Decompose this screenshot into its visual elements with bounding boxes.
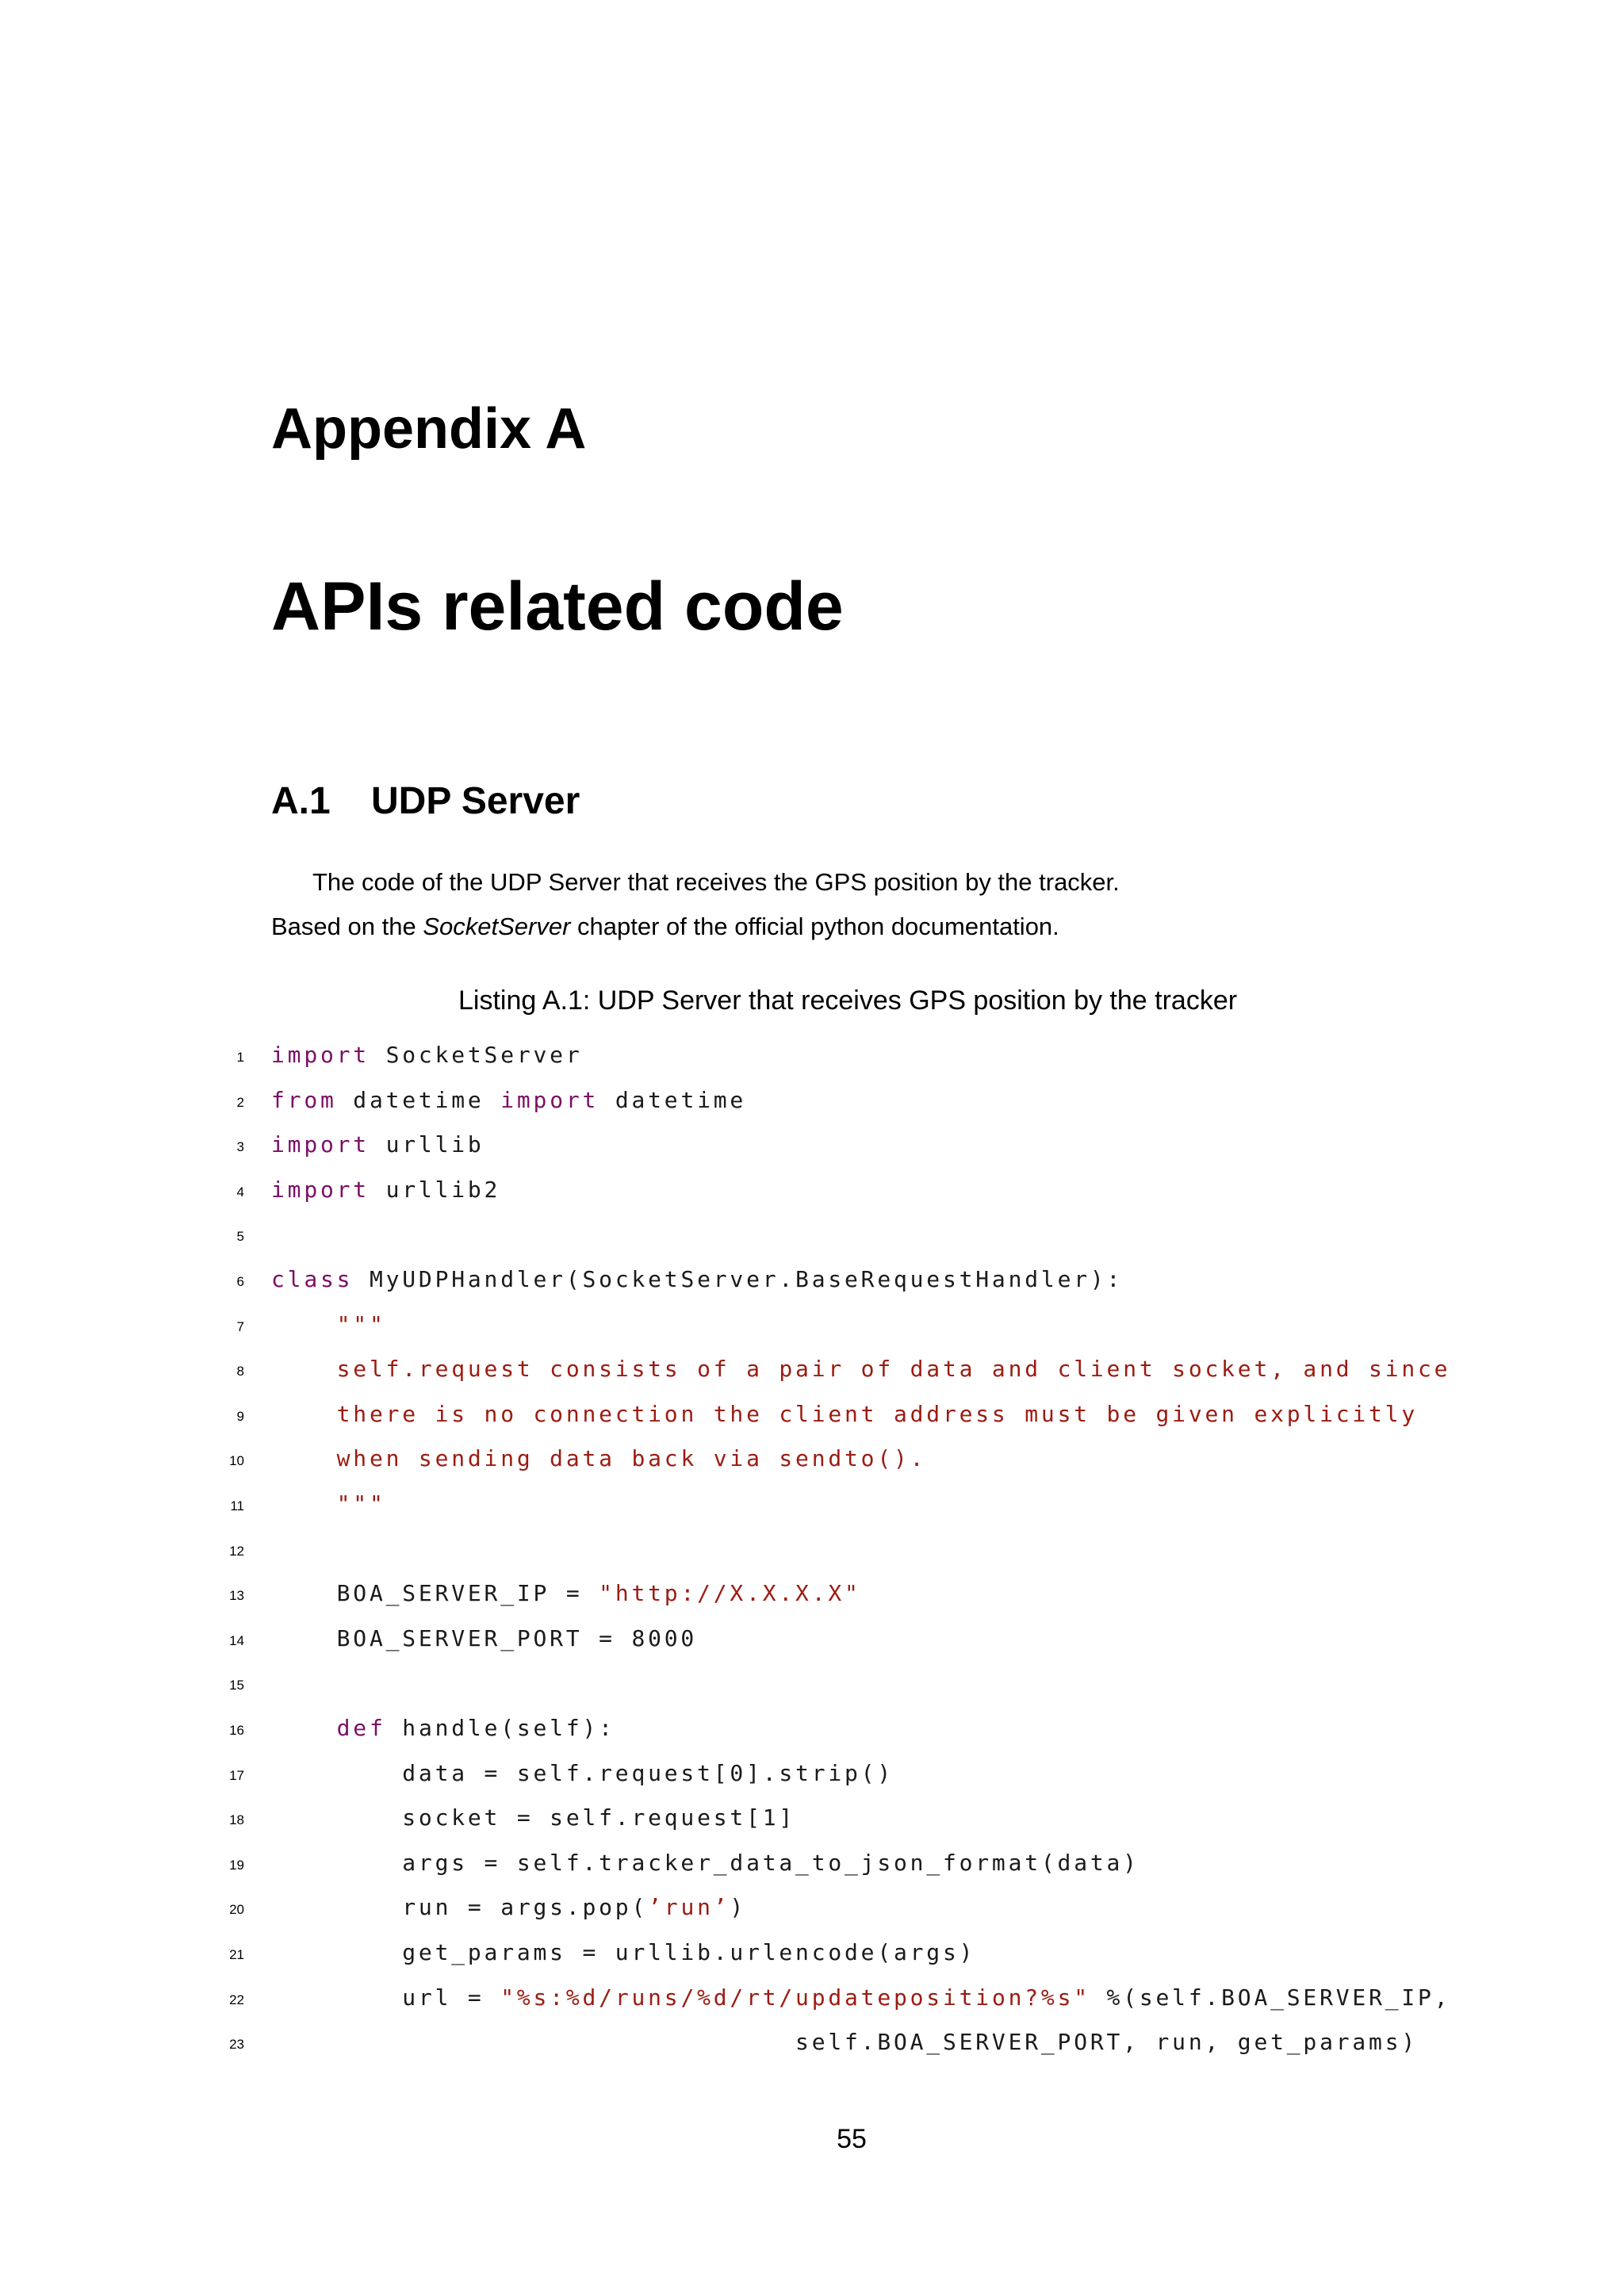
code-string: ’run’ xyxy=(648,1894,730,1921)
code-token: socket = self.request[1] xyxy=(271,1804,796,1831)
code-keyword: import xyxy=(271,1042,370,1068)
code-line xyxy=(0,1039,1624,1083)
code-token: urllib xyxy=(369,1131,485,1158)
line-number: 23 xyxy=(229,2037,244,2053)
source-text-before: Based on the xyxy=(271,913,423,940)
code-text xyxy=(271,1580,861,1606)
code-line xyxy=(0,1084,1624,1128)
line-number: 20 xyxy=(229,1902,244,1918)
code-token: url = xyxy=(271,1984,501,2011)
code-token xyxy=(271,1356,337,1382)
line-number: 1 xyxy=(236,1050,244,1065)
code-token: datetime xyxy=(599,1086,747,1113)
line-number: 17 xyxy=(229,1767,244,1783)
line-number: 6 xyxy=(236,1274,244,1289)
code-docstring: when sending data back via sendto(). xyxy=(336,1445,927,1472)
code-text xyxy=(271,1356,1450,1382)
line-number: 8 xyxy=(236,1364,244,1380)
code-line xyxy=(0,1353,1624,1397)
code-text xyxy=(271,1177,500,1203)
code-line xyxy=(0,1533,1624,1577)
code-token: data = self.request[0].strip() xyxy=(271,1759,894,1786)
line-number: 13 xyxy=(229,1588,244,1604)
line-number: 4 xyxy=(236,1184,244,1200)
source-text-after: chapter of the official python documentation. xyxy=(570,913,1059,940)
code-token xyxy=(271,1311,337,1337)
code-text xyxy=(271,1131,485,1158)
code-token: SocketServer xyxy=(369,1042,583,1068)
code-text xyxy=(271,1042,583,1068)
code-line xyxy=(0,2026,1624,2070)
line-number: 9 xyxy=(236,1408,244,1424)
code-line xyxy=(0,1757,1624,1801)
code-token: BOA_SERVER_IP = xyxy=(271,1580,599,1607)
code-token xyxy=(271,1490,337,1517)
line-number: 7 xyxy=(236,1318,244,1334)
code-token: MyUDPHandler(SocketServer.BaseRequestHandler): xyxy=(353,1266,1124,1292)
code-line xyxy=(0,1667,1624,1711)
code-text xyxy=(271,1760,894,1786)
line-number: 16 xyxy=(229,1723,244,1738)
code-token: handle(self): xyxy=(385,1715,615,1741)
code-line xyxy=(0,1891,1624,1935)
code-keyword: from xyxy=(271,1086,337,1113)
line-number: 2 xyxy=(236,1094,244,1110)
code-token: get_params = urllib.urlencode(args) xyxy=(271,1939,976,1965)
code-text xyxy=(271,1939,975,1965)
source-emphasis: SocketServer xyxy=(423,913,571,940)
code-line xyxy=(0,1936,1624,1980)
code-token xyxy=(271,1715,337,1741)
code-text xyxy=(271,1715,615,1741)
code-line xyxy=(0,1128,1624,1173)
code-keyword: import xyxy=(271,1131,370,1158)
code-line xyxy=(0,1577,1624,1621)
code-line xyxy=(0,1218,1624,1262)
code-string: "http://X.X.X.X" xyxy=(599,1580,861,1607)
code-text xyxy=(271,1490,386,1517)
code-keyword: def xyxy=(336,1715,386,1741)
code-token: args = self.tracker_data_to_json_format(data) xyxy=(271,1849,1139,1876)
code-token xyxy=(271,1445,337,1471)
listing-caption: Listing A.1: UDP Server that receives GPS position by the tracker xyxy=(458,985,1238,1016)
code-text xyxy=(271,1804,795,1831)
line-number: 11 xyxy=(230,1498,244,1513)
line-number: 14 xyxy=(229,1632,244,1648)
code-line xyxy=(0,1487,1624,1532)
code-text xyxy=(271,1266,1123,1292)
code-line xyxy=(0,1846,1624,1891)
code-token: BOA_SERVER_PORT = 8000 xyxy=(271,1624,698,1651)
chapter-label: Appendix A xyxy=(271,397,587,461)
code-docstring: """ xyxy=(336,1490,386,1517)
code-text xyxy=(271,1311,386,1337)
line-number: 12 xyxy=(229,1543,244,1559)
code-line xyxy=(0,1801,1624,1846)
code-line xyxy=(0,1712,1624,1756)
code-text xyxy=(271,1894,746,1920)
code-token: datetime xyxy=(336,1086,501,1113)
code-text xyxy=(271,1401,1418,1427)
code-text xyxy=(271,2029,1418,2055)
code-text xyxy=(271,1445,926,1471)
code-token: %(self.BOA_SERVER_IP, xyxy=(1090,1984,1451,2011)
section-heading xyxy=(271,780,580,822)
code-token: self.BOA_SERVER_PORT, run, get_params) xyxy=(271,2029,1419,2056)
code-text xyxy=(271,1625,697,1651)
code-docstring: self.request consists of a pair of data and client socket, and since xyxy=(336,1356,1451,1383)
code-line xyxy=(0,1442,1624,1487)
code-line xyxy=(0,1398,1624,1442)
code-text xyxy=(271,1087,746,1113)
section-title: UDP Server xyxy=(371,780,580,822)
page-number: 55 xyxy=(837,2124,867,2154)
code-line xyxy=(0,1263,1624,1307)
code-token: ) xyxy=(730,1894,747,1921)
code-keyword: import xyxy=(500,1086,599,1113)
code-text xyxy=(271,1984,1450,2011)
code-docstring: there is no connection the client address must be given explicitly xyxy=(336,1400,1419,1427)
line-number: 21 xyxy=(229,1947,244,1962)
code-token: urllib2 xyxy=(369,1176,501,1203)
code-line xyxy=(0,1622,1624,1667)
code-text xyxy=(271,1850,1139,1876)
line-number: 18 xyxy=(229,1812,244,1828)
code-line xyxy=(0,1308,1624,1353)
line-number: 15 xyxy=(229,1678,244,1693)
line-number: 5 xyxy=(236,1229,244,1245)
code-token: run = args.pop( xyxy=(271,1894,649,1921)
code-token xyxy=(271,1401,337,1427)
code-docstring: """ xyxy=(336,1311,386,1337)
code-keyword: class xyxy=(271,1266,354,1292)
source-paragraph xyxy=(271,914,1059,939)
chapter-title: APIs related code xyxy=(271,568,844,645)
line-number: 3 xyxy=(236,1139,244,1155)
section-number: A.1 xyxy=(271,780,331,822)
code-keyword: import xyxy=(271,1176,370,1203)
line-number: 22 xyxy=(229,1992,244,2007)
code-line xyxy=(0,1173,1624,1218)
intro-paragraph: The code of the UDP Server that receives the GPS position by the tracker. xyxy=(312,868,1120,896)
line-number: 10 xyxy=(229,1453,244,1469)
line-number: 19 xyxy=(229,1857,244,1873)
code-line xyxy=(0,1981,1624,2026)
code-string: "%s:%d/runs/%d/rt/updateposition?%s" xyxy=(500,1984,1090,2011)
